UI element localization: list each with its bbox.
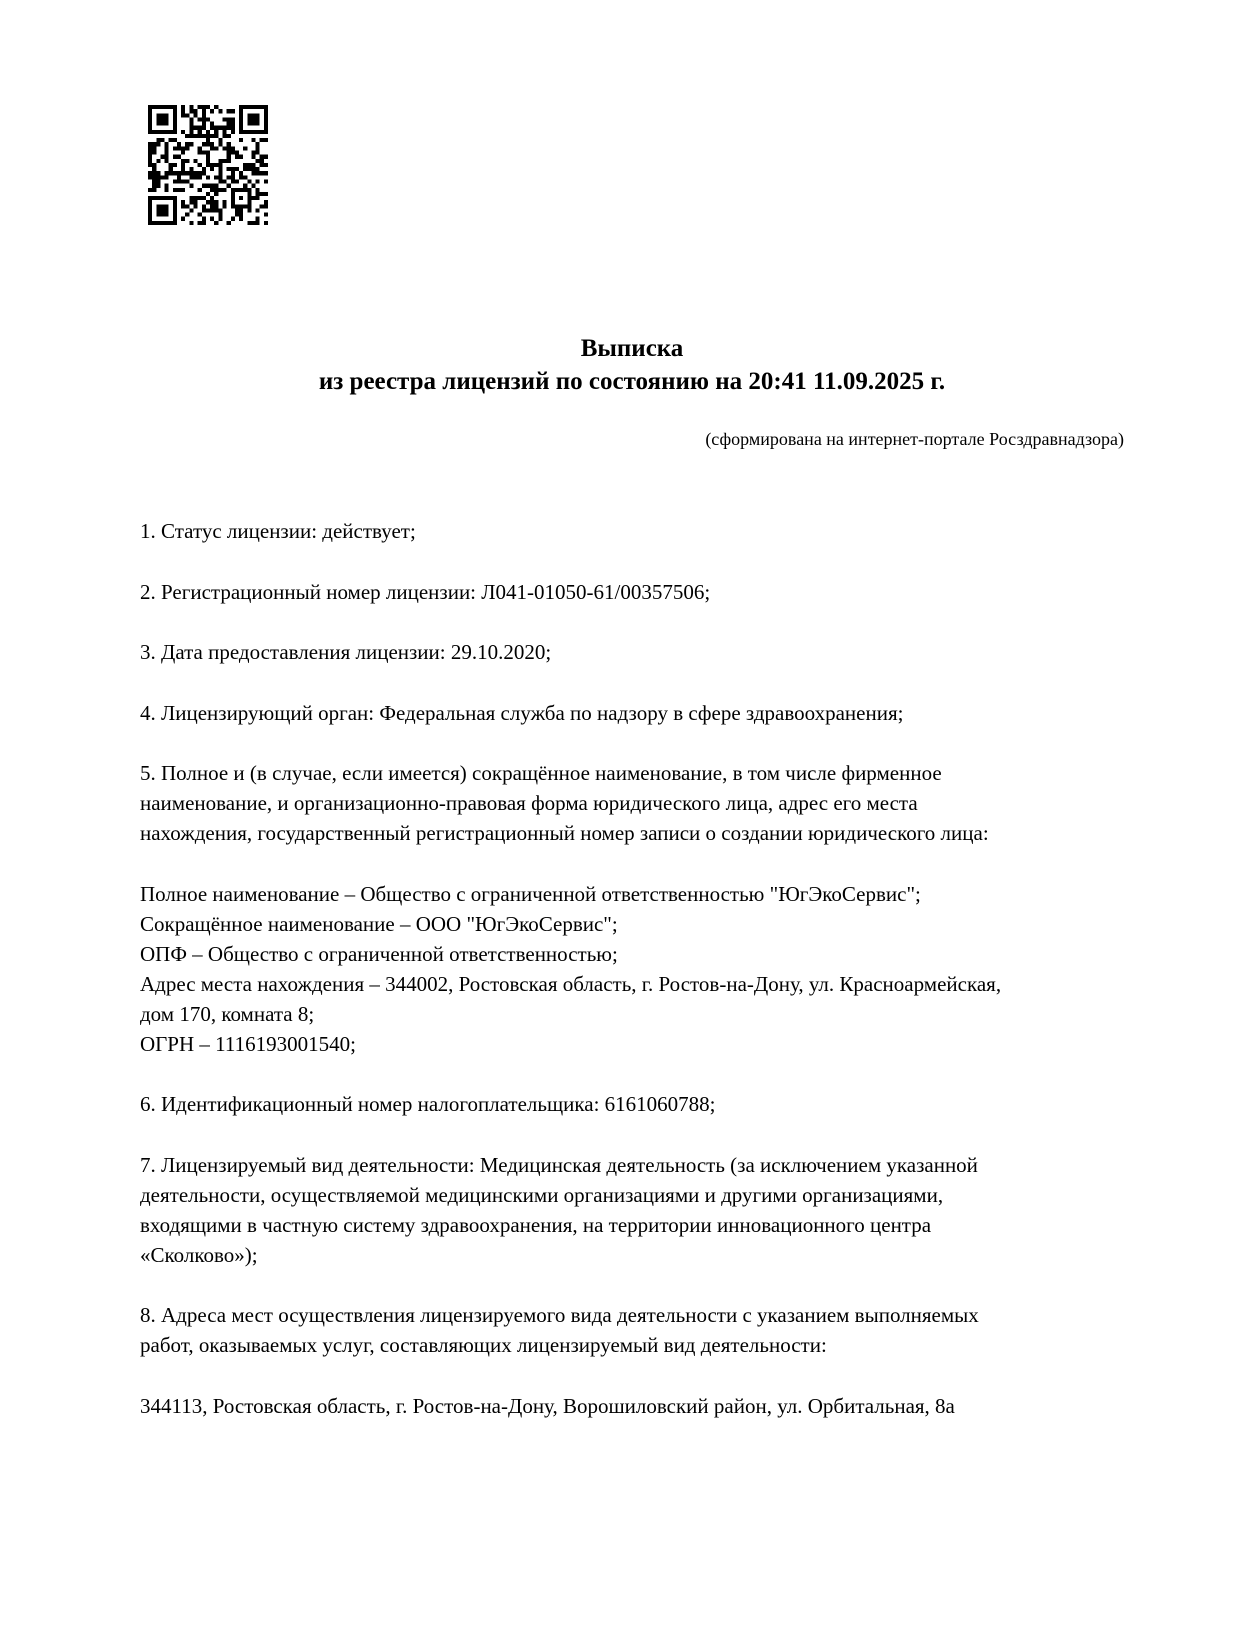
document-body xyxy=(140,516,1124,1451)
paragraph xyxy=(140,516,1124,546)
text-line: Адрес места нахождения – 344002, Ростовская область, г. Ростов-на-Дону, ул. Красноармейская, xyxy=(140,971,1002,996)
text-line: 7. Лицензируемый вид деятельности: Медицинская деятельность (за исключением указанной xyxy=(140,1152,978,1177)
paragraph xyxy=(140,577,1124,607)
text-line: нахождения, государственный регистрационный номер записи о создании юридического лица: xyxy=(140,821,989,845)
paragraph xyxy=(140,1300,1124,1360)
text-line: 4. Лицензирующий орган: Федеральная служба по надзору в сфере здравоохранения; xyxy=(140,700,904,725)
text-line: 1. Статус лицензии: действует; xyxy=(140,519,416,543)
text-line: Сокращённое наименование – ООО "ЮгЭкоСервис"; xyxy=(140,911,618,936)
title-line-1: Выписка xyxy=(580,335,684,362)
paragraph xyxy=(140,1150,1124,1270)
text-line: 2. Регистрационный номер лицензии: Л041-01050-61/00357506; xyxy=(140,579,711,604)
text-line: деятельности, осуществляемой медицинскими организациями и другими организациями, xyxy=(140,1182,944,1207)
text-line: 344113, Ростовская область, г. Ростов-на-Дону, Ворошиловский район, ул. Орбитальная, 8а xyxy=(140,1393,955,1418)
qr-code-image xyxy=(148,105,268,225)
text-line: «Сколково»); xyxy=(140,1242,258,1267)
text-line: 5. Полное и (в случае, если имеется) сокращённое наименование, в том числе фирменное xyxy=(140,761,942,785)
text-line: Полное наименование – Общество с ограниченной ответственностью "ЮгЭкоСервис"; xyxy=(140,881,921,906)
paragraph xyxy=(140,879,1124,1059)
text-line: ОПФ – Общество с ограниченной ответственностью; xyxy=(140,941,618,966)
text-line: дом 170, комната 8; xyxy=(140,1001,315,1026)
text-line: входящими в частную систему здравоохранения, на территории инновационного центра xyxy=(140,1212,932,1237)
text-line: 6. Идентификационный номер налогоплательщика: 6161060788; xyxy=(140,1092,716,1116)
paragraph xyxy=(140,1391,1124,1421)
paragraph xyxy=(140,698,1124,728)
title-line-2: из реестра лицензий по состоянию на 20:41 11.09.2025 г. xyxy=(318,368,946,395)
text-line: ОГРН – 1116193001540; xyxy=(140,1031,356,1056)
qr-code xyxy=(148,105,268,225)
paragraph xyxy=(140,1089,1124,1119)
text-line: 3. Дата предоставления лицензии: 29.10.2020; xyxy=(140,640,552,664)
paragraph xyxy=(140,637,1124,667)
text-line: наименование, и организационно-правовая форма юридического лица, адрес его места xyxy=(140,791,918,815)
paragraph xyxy=(140,758,1124,848)
text-line: работ, оказываемых услуг, составляющих лицензируемый вид деятельности: xyxy=(140,1333,827,1357)
document-subtitle: (сформирована на интернет-портале Росздравнадзора) xyxy=(705,429,1124,449)
document-title xyxy=(140,332,1124,398)
text-line: 8. Адреса мест осуществления лицензируемого вида деятельности с указанием выполняемых xyxy=(140,1303,979,1327)
